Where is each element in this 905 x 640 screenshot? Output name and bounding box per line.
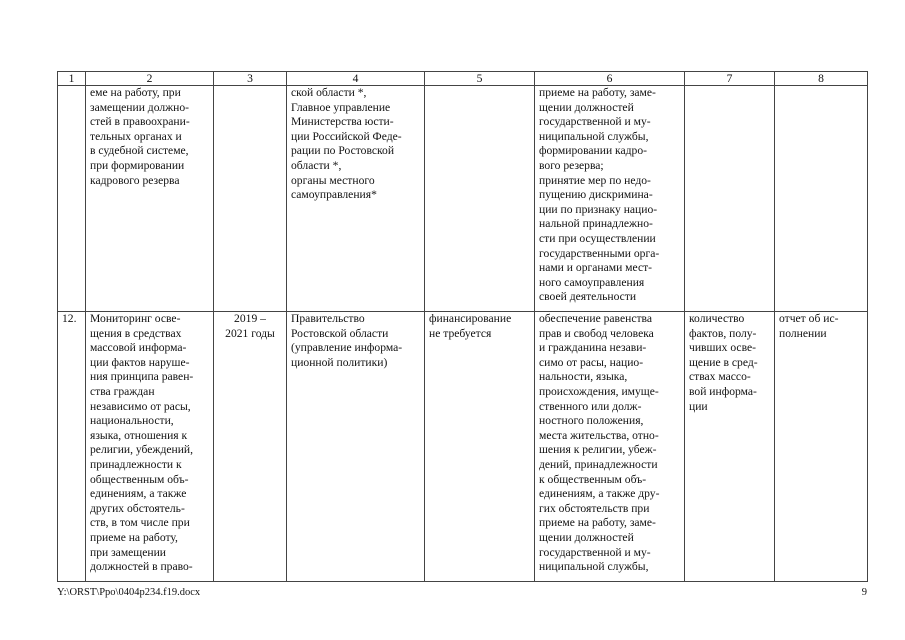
page-number: 9 (861, 587, 867, 598)
cell-text-line: органы местного (291, 173, 375, 187)
cell-text-line: гих обстоятельств при (539, 501, 650, 515)
cell-text-line: государственными орга- (539, 246, 660, 260)
cell-text-line: фактов, полу- (689, 326, 757, 340)
cell-text-line: ностного положения, (539, 414, 644, 428)
cell-text-line: языка, отношения к (90, 428, 188, 442)
cell-text-line: полнении (779, 326, 827, 340)
cell-text-line: религии, убеждений, (90, 443, 193, 457)
table-row (58, 86, 868, 312)
cell-text-line: симо от расы, нацио- (539, 355, 644, 369)
period-cell (214, 312, 287, 582)
cell-text-line: кадрового резерва (90, 173, 180, 187)
row-number-cell (58, 312, 86, 582)
cell-text-line: места жительства, отно- (539, 428, 659, 442)
report-cell (775, 86, 868, 312)
cell-text-line: и гражданина незави- (539, 341, 647, 355)
cell-text-line: ственного или долж- (539, 399, 642, 413)
activity-cell (86, 312, 214, 582)
cell-text-line: Главное управление (291, 100, 391, 114)
column-header: 7 (685, 72, 775, 86)
cell-text-line: при формировании (90, 158, 185, 172)
cell-text-line: щение в сред- (689, 355, 758, 369)
footer-file-path: Y:\ORST\Ppo\0404p234.f19.docx (57, 587, 201, 598)
cell-text-line: независимо от расы, (90, 399, 191, 413)
cell-text-line: тельных органах и (90, 129, 182, 143)
funding-cell (425, 312, 535, 582)
column-header: 5 (425, 72, 535, 86)
cell-text-line: принятие мер по недо- (539, 173, 651, 187)
cell-text-line: происхождения, имуще- (539, 384, 659, 398)
cell-text-line: отчет об ис- (779, 312, 839, 325)
cell-text-line: прав и свобод человека (539, 326, 654, 340)
cell-text-line: вого резерва; (539, 158, 604, 172)
cell-text-line: ниципальной службы, (539, 129, 649, 143)
cell-text-line: массовой информа- (90, 341, 187, 355)
cell-text-line: щении должностей (539, 530, 634, 544)
cell-text-line: нами и органами мест- (539, 261, 653, 275)
cell-text-line: количество (689, 312, 745, 325)
cell-text-line: формировании кадро- (539, 144, 648, 158)
cell-text-line: в судебной системе, (90, 144, 189, 158)
column-header: 8 (775, 72, 868, 86)
cell-text-line: ции (689, 399, 708, 413)
indicator-cell (685, 86, 775, 312)
cell-text-line: 2019 – (234, 312, 266, 325)
document-table (57, 71, 868, 582)
cell-text-line: Правительство (291, 312, 365, 325)
cell-text-line: единениям, а также дру- (539, 487, 660, 501)
cell-text-line: ской области *, (291, 86, 367, 99)
cell-text-line: ния принципа равен- (90, 370, 194, 384)
column-header: 3 (214, 72, 287, 86)
table-row (58, 312, 868, 582)
period-cell (214, 86, 287, 312)
cell-text-line: национальности, (90, 414, 174, 428)
cell-text-line: нальной принадлежно- (539, 217, 653, 231)
cell-text-line: приеме на работу, (90, 530, 178, 544)
cell-text-line: Министерства юсти- (291, 115, 394, 129)
column-header: 1 (58, 72, 86, 86)
cell-text-line: ного самоуправления (539, 275, 645, 289)
cell-text-line: государственной и му- (539, 545, 651, 559)
cell-text-line: еме на работу, при (90, 86, 181, 99)
cell-text-line: ции по признаку нацио- (539, 202, 658, 216)
funding-cell (425, 86, 535, 312)
cell-text-line: рации по Ростовской (291, 144, 395, 158)
cell-text-line: замещении должно- (90, 100, 189, 114)
cell-text-line: единениям, а также (90, 487, 187, 501)
cell-text-line: дений, принадлежности (539, 457, 658, 471)
cell-text-line: своей деятельности (539, 290, 637, 304)
cell-text-line: Мониторинг осве- (90, 312, 181, 325)
cell-text-line: вой информа- (689, 384, 757, 398)
cell-text-line: приеме на работу, заме- (539, 516, 656, 530)
cell-text-line: не требуется (429, 326, 492, 340)
header-row (58, 72, 868, 86)
report-cell (775, 312, 868, 582)
cell-text-line: должностей в право- (90, 560, 193, 574)
column-header: 2 (86, 72, 214, 86)
cell-text-line: других обстоятель- (90, 501, 185, 515)
cell-text-line: ства граждан (90, 384, 155, 398)
cell-text-line: финансирование (429, 312, 512, 325)
cell-text-line: области *, (291, 158, 342, 172)
cell-text-line: ционной политики) (291, 355, 388, 369)
cell-text-line: ств, в том числе при (90, 516, 190, 530)
cell-text-line: ствах массо- (689, 370, 751, 384)
cell-text-line: при замещении (90, 545, 166, 559)
cell-text-line: (управление информа- (291, 341, 403, 355)
cell-text-line: нальности, языка, (539, 370, 628, 384)
indicator-cell (685, 312, 775, 582)
cell-text-line: шения к религии, убеж- (539, 443, 657, 457)
cell-text-line: пущению дискримина- (539, 188, 653, 202)
cell-text-line: государственной и му- (539, 115, 651, 129)
cell-text-line: приеме на работу, заме- (539, 86, 656, 99)
cell-text-line: щении должностей (539, 100, 634, 114)
cell-text-line: принадлежности к (90, 457, 182, 471)
cell-text-line: 2021 годы (225, 326, 275, 340)
cell-text-line: общественным объ- (90, 472, 189, 486)
cell-text-line: ции Российской Феде- (291, 129, 402, 143)
result-cell (535, 86, 685, 312)
cell-text-line: к общественным объ- (539, 472, 647, 486)
column-header: 6 (535, 72, 685, 86)
cell-text-line: ции фактов наруше- (90, 355, 190, 369)
cell-text-line: Ростовской области (291, 326, 389, 340)
cell-text-line: чивших осве- (689, 341, 756, 355)
activity-cell (86, 86, 214, 312)
cell-text-line: щения в средствах (90, 326, 182, 340)
result-cell (535, 312, 685, 582)
responsible-cell (287, 312, 425, 582)
cell-text-line: ниципальной службы, (539, 560, 649, 574)
cell-text-line: сти при осуществлении (539, 231, 656, 245)
cell-text-line: самоуправления* (291, 188, 377, 202)
column-header: 4 (287, 72, 425, 86)
cell-text-line: стей в правоохрани- (90, 115, 190, 129)
responsible-cell (287, 86, 425, 312)
cell-text-line: 12. (62, 312, 77, 325)
cell-text-line: обеспечение равенства (539, 312, 652, 325)
row-number-cell (58, 86, 86, 312)
